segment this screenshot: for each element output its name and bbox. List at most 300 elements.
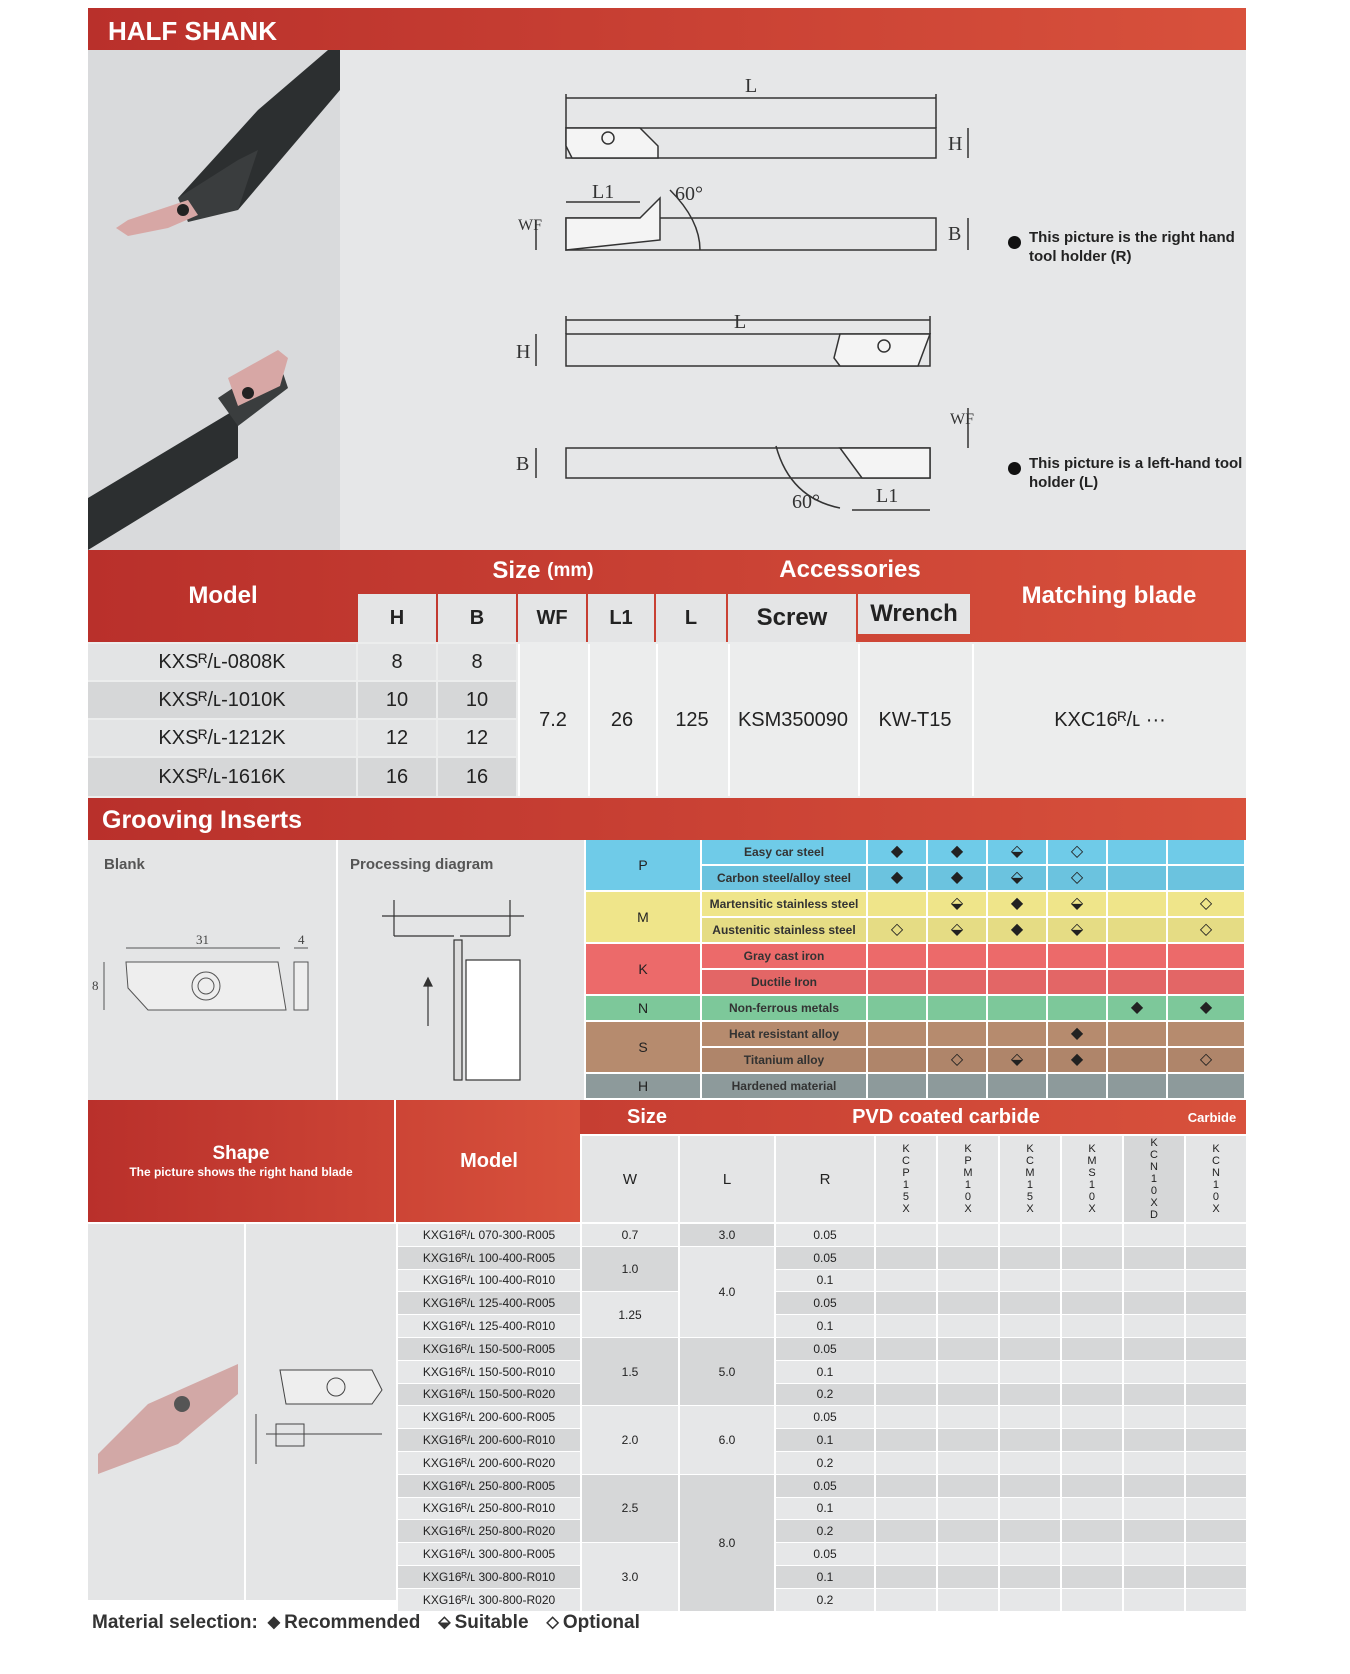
optional-icon: ◇	[1168, 918, 1244, 942]
optional-icon: ◇	[1048, 840, 1106, 864]
processing-panel	[338, 840, 584, 1100]
holder-model: KXSᴿ/ʟ-1010K	[88, 682, 356, 718]
material-mark-cell	[1108, 892, 1166, 916]
material-mark-cell	[1108, 866, 1166, 890]
grade-cell	[1124, 1498, 1184, 1520]
insert-R: 0.2	[776, 1384, 874, 1406]
grade-cell	[938, 1566, 998, 1588]
holder-model: KXSᴿ/ʟ-0808K	[88, 644, 356, 680]
insert-R: 0.1	[776, 1498, 874, 1520]
material-mark-cell	[868, 1022, 926, 1046]
dim-H-left: H	[516, 341, 531, 363]
grade-cell	[1000, 1338, 1060, 1360]
material-mark-cell	[928, 944, 986, 968]
col-L1: L1	[588, 594, 654, 642]
grade-cell	[1186, 1543, 1246, 1565]
grade-cell	[876, 1406, 936, 1428]
grade-cell	[876, 1429, 936, 1451]
grade-header: K P M 1 0 X	[938, 1136, 998, 1222]
holder-model: KXSᴿ/ʟ-1212K	[88, 720, 356, 756]
grade-cell	[1000, 1247, 1060, 1269]
insert-model: KXG16ᴿ/ʟ 125-400-R010	[398, 1315, 580, 1337]
insert-W: 1.0	[582, 1247, 678, 1292]
optional-icon: ◇	[546, 1614, 559, 1631]
insert-model-header: Model	[460, 1149, 518, 1172]
carbide-header: Carbide	[1187, 1109, 1237, 1125]
holder-B: 12	[438, 720, 516, 756]
insert-R: 0.05	[776, 1543, 874, 1565]
insert-W: 1.5	[582, 1338, 678, 1405]
material-mark-cell	[1168, 840, 1244, 864]
grade-cell	[1000, 1224, 1060, 1246]
grade-cell	[1000, 1475, 1060, 1497]
grade-cell	[1124, 1543, 1184, 1565]
material-group-code: P	[586, 840, 700, 890]
material-mark-cell	[1048, 996, 1106, 1020]
grade-cell	[938, 1589, 998, 1611]
material-group-code: H	[586, 1074, 700, 1098]
grade-cell	[938, 1270, 998, 1292]
grade-cell	[938, 1384, 998, 1406]
insert-R: 0.05	[776, 1338, 874, 1360]
grade-header: K C N 1 0 X	[1186, 1136, 1246, 1222]
grade-cell	[1000, 1292, 1060, 1314]
insert-L: 4.0	[680, 1247, 774, 1337]
grade-cell	[1062, 1338, 1122, 1360]
grade-cell	[1062, 1543, 1122, 1565]
grade-cell	[1062, 1475, 1122, 1497]
insert-R: 0.1	[776, 1315, 874, 1337]
grade-cell	[1000, 1384, 1060, 1406]
grade-cell	[1186, 1406, 1246, 1428]
material-row-name: Martensitic stainless steel	[702, 892, 866, 916]
insert-W: 2.5	[582, 1475, 678, 1542]
material-mark-cell	[868, 944, 926, 968]
recommended-icon: ◆	[267, 1614, 281, 1631]
grade-cell	[1124, 1292, 1184, 1314]
grade-cell	[1000, 1543, 1060, 1565]
grade-cell	[1186, 1429, 1246, 1451]
grade-cell	[938, 1338, 998, 1360]
suitable-icon: ⬙	[928, 892, 986, 916]
grade-cell	[1124, 1475, 1184, 1497]
insert-model: KXG16ᴿ/ʟ 150-500-R010	[398, 1361, 580, 1383]
grade-header: K C P 1 5 X	[876, 1136, 936, 1222]
grade-cell	[1186, 1270, 1246, 1292]
grade-cell	[876, 1589, 936, 1611]
grade-cell	[938, 1475, 998, 1497]
material-row-name: Heat resistant alloy	[702, 1022, 866, 1046]
left-holder-dimension-drawing	[340, 298, 1246, 550]
left-holder-image	[88, 298, 340, 550]
optional-icon: ◇	[1168, 1048, 1244, 1072]
grade-cell	[1000, 1589, 1060, 1611]
insert-model: KXG16ᴿ/ʟ 250-800-R005	[398, 1475, 580, 1497]
insert-size-header: Size	[626, 1105, 668, 1128]
grade-cell	[1000, 1566, 1060, 1588]
insert-R: 0.2	[776, 1589, 874, 1611]
grade-cell	[938, 1520, 998, 1542]
col-screw: Screw	[728, 594, 856, 642]
processing-drawing	[338, 840, 584, 1100]
grade-cell	[1124, 1384, 1184, 1406]
grade-cell	[938, 1224, 998, 1246]
grade-cell	[938, 1452, 998, 1474]
grade-cell	[876, 1315, 936, 1337]
shape-header: Shape The picture shows the right hand blade	[88, 1100, 396, 1222]
grade-cell	[1186, 1361, 1246, 1383]
grade-cell	[876, 1475, 936, 1497]
insert-L: 6.0	[680, 1406, 774, 1473]
recommended-icon: ◆	[988, 892, 1046, 916]
grade-cell	[1186, 1566, 1246, 1588]
recommended-icon: ◆	[928, 866, 986, 890]
grade-cell	[1124, 1224, 1184, 1246]
blank-dim-thk: 4	[298, 932, 305, 947]
material-mark-cell	[1168, 1074, 1244, 1098]
suitable-icon: ⬙	[988, 1048, 1046, 1072]
material-group-code: S	[586, 1022, 700, 1072]
material-mark-cell	[1168, 944, 1244, 968]
insert-W: 0.7	[582, 1224, 678, 1246]
material-mark-cell	[1108, 1022, 1166, 1046]
col-WF: WF	[518, 594, 586, 642]
blank-panel	[88, 840, 336, 1100]
holder-B: 8	[438, 644, 516, 680]
recommended-icon: ◆	[868, 840, 926, 864]
right-holder-note: This picture is the right hand tool holder (R)	[1008, 228, 1244, 266]
suitable-icon: ⬙	[988, 866, 1046, 890]
grade-cell	[1186, 1589, 1246, 1611]
grade-cell	[1124, 1429, 1184, 1451]
grade-header: K C N 1 0 X D	[1124, 1136, 1184, 1222]
optional-icon: ◇	[1168, 892, 1244, 916]
material-mark-cell	[1048, 944, 1106, 968]
grade-cell	[1124, 1247, 1184, 1269]
grade-header: K C M 1 5 X	[1000, 1136, 1060, 1222]
grade-cell	[1186, 1292, 1246, 1314]
blank-drawing	[88, 840, 336, 1100]
grade-cell	[876, 1361, 936, 1383]
grade-cell	[1124, 1452, 1184, 1474]
col-H: H	[358, 594, 436, 642]
recommended-icon: ◆	[868, 866, 926, 890]
right-holder-photo	[88, 50, 340, 298]
col-B: B	[438, 594, 516, 642]
material-mark-cell	[1168, 970, 1244, 994]
material-mark-cell	[868, 1074, 926, 1098]
grade-cell	[1186, 1224, 1246, 1246]
material-row-name: Carbon steel/alloy steel	[702, 866, 866, 890]
suitable-icon: ⬙	[438, 1614, 451, 1631]
grade-cell	[1062, 1566, 1122, 1588]
recommended-icon: ◆	[988, 918, 1046, 942]
holder-H: 12	[358, 720, 436, 756]
bullet-icon	[1008, 462, 1021, 475]
grade-cell	[876, 1543, 936, 1565]
grade-cell	[1000, 1406, 1060, 1428]
grade-cell	[1000, 1315, 1060, 1337]
material-mark-cell	[928, 996, 986, 1020]
grade-cell	[1000, 1520, 1060, 1542]
material-mark-cell	[868, 1048, 926, 1072]
material-mark-cell	[1048, 1074, 1106, 1098]
shape-photo	[88, 1224, 244, 1600]
recommended-icon: ◆	[1048, 1048, 1106, 1072]
insert-model: KXG16ᴿ/ʟ 200-600-R005	[398, 1406, 580, 1428]
recommended-icon: ◆	[1108, 996, 1166, 1020]
grade-cell	[1062, 1315, 1122, 1337]
insert-R: 0.1	[776, 1361, 874, 1383]
insert-model: KXG16ᴿ/ʟ 200-600-R020	[398, 1452, 580, 1474]
holder-B: 10	[438, 682, 516, 718]
pvd-header: PVD coated carbide	[852, 1105, 1040, 1128]
grade-cell	[876, 1452, 936, 1474]
grade-cell	[1186, 1452, 1246, 1474]
dim-L1: L1	[592, 181, 615, 203]
model-header: Model	[188, 582, 258, 609]
left-holder-drawing	[340, 298, 1246, 550]
blank-dim-len: 31	[196, 932, 209, 947]
legend-suitable: Suitable	[454, 1612, 529, 1633]
matching-blade-header: Matching blade	[1021, 582, 1197, 609]
dim-WF-left: WF	[950, 411, 974, 428]
grade-cell	[876, 1270, 936, 1292]
grade-cell	[1062, 1589, 1122, 1611]
material-mark-cell	[868, 970, 926, 994]
material-row-name: Hardened material	[702, 1074, 866, 1098]
insert-R: 0.2	[776, 1452, 874, 1474]
grade-cell	[1124, 1520, 1184, 1542]
left-holder-photo	[88, 298, 340, 550]
material-mark-cell	[988, 1022, 1046, 1046]
material-mark-cell	[1048, 970, 1106, 994]
insert-R: 0.05	[776, 1224, 874, 1246]
legend-recommended: Recommended	[284, 1612, 421, 1633]
insert-W: 3.0	[582, 1543, 678, 1610]
insert-R: 0.1	[776, 1429, 874, 1451]
bullet-icon	[1008, 236, 1021, 249]
grade-cell	[1062, 1452, 1122, 1474]
grade-cell	[1000, 1429, 1060, 1451]
dim-B-left: B	[516, 453, 530, 475]
grade-cell	[876, 1338, 936, 1360]
material-mark-cell	[988, 1074, 1046, 1098]
accessories-header: Accessories	[779, 556, 921, 583]
material-mark-cell	[928, 1022, 986, 1046]
grade-cell	[876, 1224, 936, 1246]
grade-cell	[1124, 1270, 1184, 1292]
grade-cell	[876, 1498, 936, 1520]
optional-icon: ◇	[868, 918, 926, 942]
grade-cell	[1186, 1315, 1246, 1337]
size-header: Size (mm)	[492, 557, 594, 584]
material-grid	[586, 840, 1246, 1100]
material-row-name: Gray cast iron	[702, 944, 866, 968]
col-R: R	[776, 1136, 874, 1222]
insert-model: KXG16ᴿ/ʟ 250-800-R020	[398, 1520, 580, 1542]
left-holder-note: This picture is a left-hand tool holder (L)	[1008, 454, 1244, 492]
holder-H: 10	[358, 682, 436, 718]
grade-cell	[1000, 1498, 1060, 1520]
insert-model: KXG16ᴿ/ʟ 300-800-R010	[398, 1566, 580, 1588]
dim-H: H	[948, 133, 963, 155]
dim-WF: WF	[518, 217, 542, 234]
grooving-title: Grooving Inserts	[102, 806, 303, 834]
holder-wrench: KW-T15	[858, 644, 970, 796]
material-row-name: Austenitic stainless steel	[702, 918, 866, 942]
dim-L: L	[745, 75, 758, 97]
right-holder-drawing	[340, 50, 1246, 298]
insert-shape-drawing	[246, 1224, 396, 1600]
grade-cell	[876, 1520, 936, 1542]
holder-screw: KSM350090	[728, 644, 856, 796]
material-mark-cell	[868, 996, 926, 1020]
dim-L1-left: L1	[876, 485, 899, 507]
shape-drawing	[246, 1224, 396, 1600]
material-mark-cell	[988, 996, 1046, 1020]
grade-cell	[876, 1566, 936, 1588]
grade-cell	[938, 1498, 998, 1520]
material-row-name: Easy car steel	[702, 840, 866, 864]
dim-L-left: L	[734, 311, 747, 333]
col-wrench: Wrench	[858, 594, 970, 634]
insert-model: KXG16ᴿ/ʟ 300-800-R020	[398, 1589, 580, 1611]
material-mark-cell	[988, 970, 1046, 994]
grade-cell	[876, 1384, 936, 1406]
material-mark-cell	[868, 892, 926, 916]
grade-cell	[1124, 1315, 1184, 1337]
grade-cell	[1124, 1566, 1184, 1588]
insert-L: 8.0	[680, 1475, 774, 1611]
material-mark-cell	[1108, 944, 1166, 968]
recommended-icon: ◆	[1048, 1022, 1106, 1046]
grade-cell	[1000, 1361, 1060, 1383]
dim-angle-left: 60°	[792, 491, 820, 513]
grade-cell	[1124, 1406, 1184, 1428]
grade-cell	[876, 1292, 936, 1314]
suitable-icon: ⬙	[928, 918, 986, 942]
recommended-icon: ◆	[928, 840, 986, 864]
material-mark-cell	[1108, 1048, 1166, 1072]
material-mark-cell	[928, 1074, 986, 1098]
insert-W: 1.25	[582, 1292, 678, 1337]
insert-model: KXG16ᴿ/ʟ 150-500-R005	[398, 1338, 580, 1360]
blank-dim-h: 8	[92, 978, 99, 993]
insert-photo	[88, 1224, 244, 1600]
holder-H: 8	[358, 644, 436, 680]
insert-R: 0.05	[776, 1475, 874, 1497]
insert-model: KXG16ᴿ/ʟ 100-400-R005	[398, 1247, 580, 1269]
insert-R: 0.2	[776, 1520, 874, 1542]
insert-R: 0.05	[776, 1247, 874, 1269]
grade-cell	[1124, 1338, 1184, 1360]
grade-cell	[1062, 1498, 1122, 1520]
insert-R: 0.05	[776, 1406, 874, 1428]
dim-angle: 60°	[675, 183, 703, 205]
material-mark-cell	[1108, 1074, 1166, 1098]
material-mark-cell	[1108, 840, 1166, 864]
suitable-icon: ⬙	[1048, 918, 1106, 942]
grade-cell	[1062, 1520, 1122, 1542]
legend-prefix: Material selection:	[92, 1612, 258, 1633]
dim-B: B	[948, 223, 962, 245]
insert-model: KXG16ᴿ/ʟ 200-600-R010	[398, 1429, 580, 1451]
legend-optional: Optional	[562, 1612, 640, 1633]
grade-header: K M S 1 0 X	[1062, 1136, 1122, 1222]
holder-H: 16	[358, 758, 436, 796]
insert-model: KXG16ᴿ/ʟ 100-400-R010	[398, 1270, 580, 1292]
grade-cell	[1124, 1589, 1184, 1611]
grade-cell	[1062, 1247, 1122, 1269]
blank-label: Blank	[104, 856, 145, 873]
grade-cell	[1186, 1475, 1246, 1497]
suitable-icon: ⬙	[988, 840, 1046, 864]
insert-model: KXG16ᴿ/ʟ 250-800-R010	[398, 1498, 580, 1520]
grade-cell	[938, 1429, 998, 1451]
holder-model: KXSᴿ/ʟ-1616K	[88, 758, 356, 796]
half-shank-title: HALF SHANK	[108, 16, 277, 46]
grade-cell	[1062, 1361, 1122, 1383]
holder-blade: KXC16ᴿ/ʟ ···	[972, 644, 1246, 796]
legend	[92, 1612, 640, 1634]
material-row-name: Ductile Iron	[702, 970, 866, 994]
insert-model: KXG16ᴿ/ʟ 070-300-R005	[398, 1224, 580, 1246]
grade-cell	[938, 1543, 998, 1565]
material-mark-cell	[988, 944, 1046, 968]
grade-cell	[1186, 1498, 1246, 1520]
material-row-name: Non-ferrous metals	[702, 996, 866, 1020]
grade-cell	[938, 1361, 998, 1383]
right-holder-image	[88, 50, 340, 298]
suitable-icon: ⬙	[1048, 892, 1106, 916]
grade-cell	[1186, 1338, 1246, 1360]
grade-cell	[1062, 1270, 1122, 1292]
grade-cell	[1000, 1270, 1060, 1292]
grade-cell	[1062, 1429, 1122, 1451]
insert-model: KXG16ᴿ/ʟ 125-400-R005	[398, 1292, 580, 1314]
insert-R: 0.05	[776, 1292, 874, 1314]
grade-cell	[1000, 1452, 1060, 1474]
col-L: L	[656, 594, 726, 642]
holder-B: 16	[438, 758, 516, 796]
insert-model: KXG16ᴿ/ʟ 300-800-R005	[398, 1543, 580, 1565]
insert-R: 0.1	[776, 1270, 874, 1292]
material-mark-cell	[928, 970, 986, 994]
grade-cell	[1062, 1406, 1122, 1428]
material-group-code: M	[586, 892, 700, 942]
grade-cell	[938, 1247, 998, 1269]
insert-W: 2.0	[582, 1406, 678, 1473]
optional-icon: ◇	[1048, 866, 1106, 890]
material-mark-cell	[1168, 866, 1244, 890]
grade-cell	[1062, 1384, 1122, 1406]
grade-cell	[938, 1292, 998, 1314]
material-mark-cell	[1108, 970, 1166, 994]
grade-cell	[1062, 1224, 1122, 1246]
processing-label: Processing diagram	[350, 856, 494, 873]
recommended-icon: ◆	[1168, 996, 1244, 1020]
optional-icon: ◇	[928, 1048, 986, 1072]
holder-L1: 26	[588, 644, 654, 796]
insert-R: 0.1	[776, 1566, 874, 1588]
col-W: W	[582, 1136, 678, 1222]
insert-L: 3.0	[680, 1224, 774, 1246]
material-mark-cell	[1108, 918, 1166, 942]
material-mark-cell	[1168, 1022, 1244, 1046]
grade-cell	[938, 1406, 998, 1428]
holder-L: 125	[656, 644, 726, 796]
